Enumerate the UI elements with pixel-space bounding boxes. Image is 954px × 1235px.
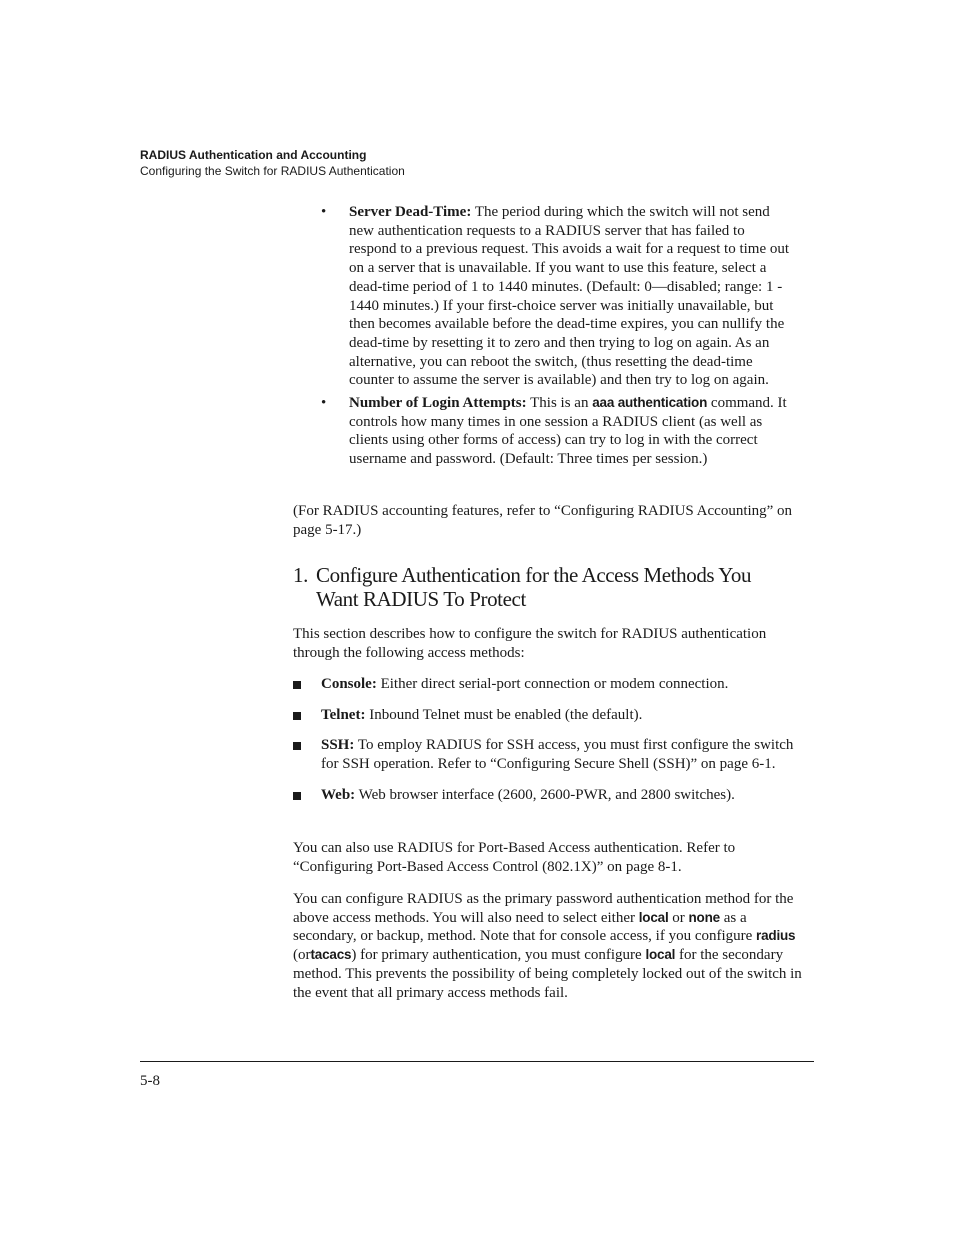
bullet-marker: • [321, 204, 327, 220]
access-method-term: Web: [321, 786, 356, 803]
access-method-text: Web browser interface (2600, 2600-PWR, and 2800 switches). [358, 786, 735, 803]
access-method-text: To employ RADIUS for SSH access, you must first configure the switch for SSH operation. Refer to “Configuring Secure Shell (SSH)” on page 6-1. [321, 737, 794, 773]
square-bullet [293, 792, 301, 800]
bullet-server-dead-time [321, 203, 791, 390]
inline-command: tacacs [310, 947, 352, 963]
access-method-text: Either direct serial-port connection or modem connection. [380, 676, 729, 692]
bullet-text: command. It controls how many times in one session a RADIUS client (as well as clients using other forms of access) can try to log in with the correct username and password. (Default: Three times per session.) [349, 395, 787, 468]
inline-command: local [645, 947, 676, 963]
final-paragraph [293, 890, 813, 1002]
heading-line-2: Want RADIUS To Protect [316, 587, 526, 611]
access-method-item [293, 675, 813, 694]
inline-command: radius [756, 928, 796, 944]
port-based-paragraph: You can also use RADIUS for Port-Based Access authentication. Refer to “Configuring Port-Based Access Control (802.1X)” on page 8-1. [293, 840, 736, 875]
access-method-item [293, 706, 813, 725]
access-method-item [293, 786, 813, 805]
paragraph-text: ) for primary authentication, you must configure [351, 947, 642, 964]
paragraph-text: (or [293, 947, 311, 964]
inline-command: aaa authentication [592, 395, 708, 411]
paragraph-text: for the secondary method. This prevents the possibility of being completely locked out of the switch in the event that all primary access methods fail. [293, 947, 802, 1001]
paragraph-text: or [672, 909, 685, 926]
accounting-note: (For RADIUS accounting features, refer to “Configuring RADIUS Accounting” on page 5-17.) [293, 503, 793, 538]
option-bullet-list [321, 203, 791, 473]
bullet-term: Number of Login Attempts: [349, 395, 527, 412]
running-head [140, 147, 405, 179]
heading-number: 1. [293, 563, 308, 587]
page-number: 5-8 [140, 1073, 160, 1089]
footer-rule [140, 1061, 814, 1062]
bullet-text: This is an [530, 395, 589, 412]
access-method-term: Console: [321, 676, 377, 692]
bullet-text: The period during which the switch will not send new authentication requests to a RADIUS server that has failed to respond to a previous request. This avoids a wait for a request to time out on a server that is unavailable. If you want to use this feature, select a dead-time period of 1 to 1440 minutes. (Default: 0—disabled; range: 1 - 1440 minutes.) If your first-choice server was initially unavailable, but then becomes available before the dead-time expires, you can nullify the dead-time by resetting it to zero and then trying to log on again. As an alternative, you can reboot the switch, (thus resetting the dead-time counter to assume the server is available) and then try to log on again. [349, 204, 790, 389]
inline-command: none [688, 909, 720, 925]
square-bullet [293, 742, 301, 750]
running-head-chapter: RADIUS Authentication and Accounting [140, 148, 367, 162]
bullet-term: Server Dead-Time: [349, 204, 472, 220]
paragraph-text: You can configure RADIUS as the primary password authentication method for the above access methods. You will also need to select either [293, 891, 794, 926]
bullet-login-attempts [321, 394, 791, 469]
access-method-term: SSH: [321, 737, 355, 754]
access-method-item [293, 736, 813, 773]
intro-paragraph: This section describes how to configure the switch for RADIUS authentication through the following access methods: [293, 626, 767, 661]
running-head-section: Configuring the Switch for RADIUS Authentication [140, 164, 405, 178]
square-bullet [293, 712, 301, 720]
section-heading [293, 563, 823, 611]
access-method-text: Inbound Telnet must be enabled (the default). [369, 706, 643, 723]
square-bullet [293, 681, 301, 689]
bullet-marker: • [321, 395, 327, 412]
paragraph-text: as a secondary, or backup, method. Note that for console access, if you configure [293, 909, 753, 945]
heading-line-1: Configure Authentication for the Access Methods You [316, 563, 752, 587]
inline-command: local [638, 909, 669, 925]
access-method-term: Telnet: [321, 706, 366, 723]
access-methods-list [293, 675, 813, 817]
